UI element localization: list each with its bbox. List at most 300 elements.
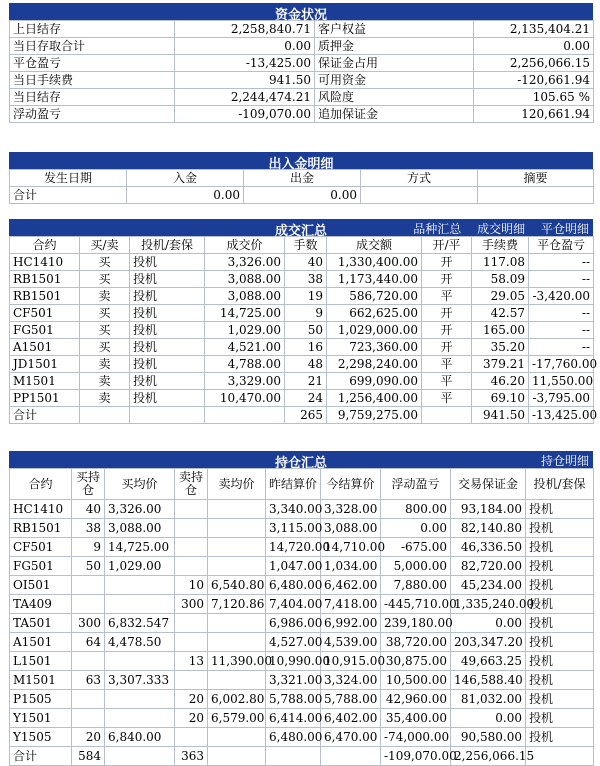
trade-cell: 投机 [130,254,205,271]
trade-cell: 卖 [80,390,130,407]
link-position-detail[interactable]: 持仓明细 [540,454,589,468]
trade-cell: 买 [80,339,130,356]
position-cell: HC1410 [10,500,72,519]
trades-total-row [10,407,594,424]
fund-label: 可用资金 [315,72,474,89]
position-cell: 投机 [526,728,594,747]
trade-cell: 投机 [130,356,205,373]
trades-header-cell: 投机/套保 [130,237,205,254]
positions-header-cell: 合约 [10,469,72,500]
table-row [10,373,594,390]
position-cell: 投机 [526,690,594,709]
position-cell: 203,347.20 [451,633,526,652]
position-cell [175,728,208,747]
position-cell: 20 [72,728,105,747]
table-row [10,288,594,305]
position-cell [175,633,208,652]
trade-cell: 379.21 [472,356,529,373]
positions-total-cell [526,747,594,766]
trade-cell: FG501 [10,322,80,339]
trade-cell: 699,090.00 [327,373,422,390]
position-cell: 50 [72,557,105,576]
funds-table [9,20,594,123]
trade-cell: 投机 [130,322,205,339]
funds-row [10,38,594,55]
fund-value: 0.00 [175,38,315,55]
io-total-cell [361,187,478,204]
funds-section [9,3,593,123]
trade-cell: 40 [285,254,327,271]
trade-cell: -- [529,305,594,322]
position-cell: 6,402.00 [321,709,381,728]
trade-cell: -3,795.00 [529,390,594,407]
fund-label: 上日结存 [10,21,175,38]
trades-header-cell: 合约 [10,237,80,254]
position-cell: 10,500.00 [381,671,451,690]
position-cell: 81,032.00 [451,690,526,709]
trade-cell: 46.20 [472,373,529,390]
trades-total-cell: 合计 [10,407,80,424]
position-cell [208,500,266,519]
position-cell: 14,720.00 [266,538,321,557]
position-cell: 6,462.00 [321,576,381,595]
trade-cell: 19 [285,288,327,305]
trade-cell: 买 [80,271,130,288]
trade-cell: 卖 [80,288,130,305]
position-cell: 146,588.40 [451,671,526,690]
position-cell: 45,234.00 [451,576,526,595]
position-cell: Y1505 [10,728,72,747]
trade-cell: 买 [80,322,130,339]
trade-cell: 586,720.00 [327,288,422,305]
fund-value: -109,070.00 [175,106,315,123]
trade-cell: 开 [422,305,472,322]
trades-header-cell: 手续费 [472,237,529,254]
table-row [10,339,594,356]
position-cell: 6,986.00 [266,614,321,633]
trade-cell: 16 [285,339,327,356]
position-cell [72,652,105,671]
fund-value: 2,244,474.21 [175,89,315,106]
position-cell: A1501 [10,633,72,652]
trade-cell: 58.09 [472,271,529,288]
position-cell [208,519,266,538]
trade-cell: 21 [285,373,327,390]
trades-header-cell: 手数 [285,237,327,254]
position-cell: 6,002.80 [208,690,266,709]
position-cell: OI501 [10,576,72,595]
position-cell [105,576,175,595]
io-title-bar [9,152,593,172]
fund-label: 当日手续费 [10,72,175,89]
position-cell [208,671,266,690]
trades-total-cell [422,407,472,424]
trade-cell: 48 [285,356,327,373]
funds-row [10,55,594,72]
trade-cell: 开 [422,271,472,288]
position-cell: 投机 [526,709,594,728]
positions-header-cell: 买持仓 [72,469,105,500]
position-cell: 投机 [526,614,594,633]
trade-cell: CF501 [10,305,80,322]
positions-header-cell: 买均价 [105,469,175,500]
io-header-cell: 入金 [127,170,244,187]
trade-cell: RB1501 [10,271,80,288]
position-cell: 82,720.00 [451,557,526,576]
position-cell [208,728,266,747]
positions-title-bar [9,451,593,471]
fund-label: 当日存取合计 [10,38,175,55]
trade-cell: 11,550.00 [529,373,594,390]
trade-cell: 投机 [130,288,205,305]
positions-section [9,451,593,766]
io-body [10,170,594,204]
io-header-cell: 出金 [244,170,361,187]
position-cell: 6,832.547 [105,614,175,633]
trade-cell: 买 [80,305,130,322]
trades-total-cell [205,407,285,424]
trade-cell: 平 [422,390,472,407]
io-total-cell [478,187,594,204]
positions-total-cell: 363 [175,747,208,766]
io-total-cell: 0.00 [127,187,244,204]
trades-links [401,220,589,237]
table-row [10,728,594,747]
trades-body [10,237,598,424]
trade-cell: 平 [422,356,472,373]
positions-total-cell: 584 [72,747,105,766]
position-cell: 46,336.50 [451,538,526,557]
position-cell: 20 [175,709,208,728]
position-cell [175,671,208,690]
trade-cell: -- [529,271,594,288]
fund-label: 质押金 [315,38,474,55]
position-cell: 4,539.00 [321,633,381,652]
trade-cell: 35.20 [472,339,529,356]
position-cell: 38,720.00 [381,633,451,652]
position-cell [175,500,208,519]
position-cell [208,557,266,576]
table-row [10,671,594,690]
trade-cell: 38 [285,271,327,288]
position-cell: 9 [72,538,105,557]
trade-cell: 4,521.00 [205,339,285,356]
fund-label: 客户权益 [315,21,474,38]
io-header-cell: 发生日期 [10,170,127,187]
trade-cell: 2,298,240.00 [327,356,422,373]
position-cell: 10,990.00 [266,652,321,671]
io-section [9,152,593,204]
trade-cell: HC1410 [10,254,80,271]
position-cell: 300 [175,595,208,614]
table-row [10,690,594,709]
table-row [10,254,594,271]
position-cell: 7,404.00 [266,595,321,614]
position-cell: 0.00 [451,614,526,633]
positions-header-cell: 交易保证金 [451,469,526,500]
trade-cell: -17,760.00 [529,356,594,373]
positions-table [9,468,594,766]
position-cell: 40 [72,500,105,519]
fund-label: 浮动盈亏 [10,106,175,123]
trade-cell: 3,329.00 [205,373,285,390]
fund-label: 保证金占用 [315,55,474,72]
positions-total-cell: -109,070.00 [381,747,451,766]
trade-cell: 投机 [130,339,205,356]
trade-cell: 开 [422,254,472,271]
position-cell: 7,418.00 [321,595,381,614]
trade-cell: 开 [422,339,472,356]
trade-cell: RB1501 [10,288,80,305]
trade-cell: 3,326.00 [205,254,285,271]
trade-cell: -- [529,339,594,356]
positions-header-cell: 今结算价 [321,469,381,500]
position-cell [72,709,105,728]
position-cell: 6,579.00 [208,709,266,728]
positions-header-cell: 浮动盈亏 [381,469,451,500]
funds-row [10,21,594,38]
trade-cell: 开 [422,322,472,339]
position-cell: P1505 [10,690,72,709]
trade-cell: 24 [285,390,327,407]
fund-value: 2,135,404.21 [474,21,594,38]
trades-header-cell: 平仓盈亏 [529,237,594,254]
position-cell: 5,788.00 [266,690,321,709]
position-cell [105,652,175,671]
trade-cell: 4,788.00 [205,356,285,373]
position-cell: 3,115.00 [266,519,321,538]
io-header-cell: 方式 [361,170,478,187]
funds-row [10,106,594,123]
position-cell: 800.00 [381,500,451,519]
io-total-cell: 合计 [10,187,127,204]
position-cell: 5,788.00 [321,690,381,709]
fund-label: 风险度 [315,89,474,106]
position-cell [105,595,175,614]
trade-cell: 662,625.00 [327,305,422,322]
position-cell: 投机 [526,671,594,690]
trades-header-cell: 成交价 [205,237,285,254]
position-cell: 13 [175,652,208,671]
position-cell: 3,340.00 [266,500,321,519]
position-cell: 6,480.00 [266,576,321,595]
position-cell: 10,915.00 [321,652,381,671]
position-cell: CF501 [10,538,72,557]
trade-cell: 10,470.00 [205,390,285,407]
table-row [10,652,594,671]
position-cell: 投机 [526,576,594,595]
link-close-detail[interactable]: 平仓明细 [540,222,589,236]
positions-header-cell: 昨结算价 [266,469,321,500]
trade-cell: 14,725.00 [205,305,285,322]
position-cell: 6,540.80 [208,576,266,595]
trade-cell: 1,330,400.00 [327,254,422,271]
table-row [10,614,594,633]
fund-value: 105.65 % [474,89,594,106]
trades-table [9,236,598,424]
positions-header-row [10,469,594,500]
trade-cell: 1,173,440.00 [327,271,422,288]
table-row [10,576,594,595]
position-cell: 6,992.00 [321,614,381,633]
trade-cell: 平 [422,288,472,305]
trade-cell: A1501 [10,339,80,356]
trade-cell: 1,256,400.00 [327,390,422,407]
trade-cell: 29.05 [472,288,529,305]
fund-value: 0.00 [474,38,594,55]
position-cell: 4,478.50 [105,633,175,652]
position-cell: L1501 [10,652,72,671]
trades-total-cell: 941.50 [472,407,529,424]
io-total-row [10,187,594,204]
position-cell: 7,120.86 [208,595,266,614]
trade-cell: 69.10 [472,390,529,407]
position-cell [175,538,208,557]
position-cell: 11,390.00 [208,652,266,671]
trade-cell: 投机 [130,271,205,288]
table-row [10,322,594,339]
trade-cell: 1,029.00 [205,322,285,339]
position-cell [208,614,266,633]
fund-value: 2,258,840.71 [175,21,315,38]
trades-title-bar [9,219,593,239]
position-cell: 20 [175,690,208,709]
positions-total-cell [208,747,266,766]
position-cell: 投机 [526,652,594,671]
position-cell: 5,000.00 [381,557,451,576]
position-cell: 投机 [526,557,594,576]
table-row [10,500,594,519]
position-cell: 35,400.00 [381,709,451,728]
position-cell: 6,480.00 [266,728,321,747]
fund-value: -13,425.00 [175,55,315,72]
position-cell: 239,180.00 [381,614,451,633]
trade-cell: 117.08 [472,254,529,271]
position-cell: M1501 [10,671,72,690]
position-cell: TA409 [10,595,72,614]
trades-total-cell [130,407,205,424]
trade-cell: JD1501 [10,356,80,373]
position-cell: 1,047.00 [266,557,321,576]
table-row [10,519,594,538]
positions-title: 持仓汇总 [274,456,327,471]
trades-total-cell [80,407,130,424]
position-cell: 49,663.25 [451,652,526,671]
trade-cell: -- [529,322,594,339]
funds-body [10,21,594,123]
trade-cell: 买 [80,254,130,271]
positions-total-cell [321,747,381,766]
trade-cell: -3,420.00 [529,288,594,305]
position-cell: 64 [72,633,105,652]
positions-total-cell [105,747,175,766]
position-cell: 投机 [526,500,594,519]
fund-label: 追加保证金 [315,106,474,123]
trades-total-cell: 265 [285,407,327,424]
position-cell: TA501 [10,614,72,633]
position-cell: -74,000.00 [381,728,451,747]
position-cell: 投机 [526,633,594,652]
table-row [10,633,594,652]
fund-label: 平仓盈亏 [10,55,175,72]
trades-total-cell: -13,425.00 [529,407,594,424]
table-row [10,356,594,373]
trade-cell: 3,088.00 [205,271,285,288]
position-cell [208,633,266,652]
position-cell: 7,880.00 [381,576,451,595]
funds-title: 资金状况 [274,8,327,23]
position-cell: 4,527.00 [266,633,321,652]
table-row [10,305,594,322]
position-cell: Y1501 [10,709,72,728]
trades-header-row [10,237,594,254]
position-cell: 93,184.00 [451,500,526,519]
trade-cell: PP1501 [10,390,80,407]
position-cell: 3,326.00 [105,500,175,519]
position-cell [208,538,266,557]
position-cell: 30,875.00 [381,652,451,671]
table-row [10,595,594,614]
link-variety-summary[interactable]: 品种汇总 [413,222,462,236]
funds-row [10,72,594,89]
position-cell: RB1501 [10,519,72,538]
position-cell [175,557,208,576]
position-cell: 1,335,240.00 [451,595,526,614]
position-cell: -675.00 [381,538,451,557]
trade-cell: 3,088.00 [205,288,285,305]
position-cell: 82,140.80 [451,519,526,538]
table-row [10,709,594,728]
position-cell: 投机 [526,538,594,557]
position-cell: FG501 [10,557,72,576]
table-row [10,390,594,407]
position-cell: 投机 [526,519,594,538]
fund-value: 941.50 [175,72,315,89]
position-cell: 90,580.00 [451,728,526,747]
trade-cell: 平 [422,373,472,390]
position-cell [105,709,175,728]
position-cell: 3,328.00 [321,500,381,519]
position-cell: 42,960.00 [381,690,451,709]
io-header-row [10,170,594,187]
link-trade-detail[interactable]: 成交明细 [477,222,526,236]
position-cell: 300 [72,614,105,633]
position-cell [175,614,208,633]
position-cell: 3,088.00 [105,519,175,538]
trade-cell: 投机 [130,373,205,390]
io-title: 出入金明细 [268,157,334,172]
position-cell: 6,414.00 [266,709,321,728]
position-cell [105,690,175,709]
trade-cell: 9 [285,305,327,322]
trades-header-cell: 买/卖 [80,237,130,254]
position-cell [72,576,105,595]
position-cell [72,690,105,709]
position-cell: 投机 [526,595,594,614]
position-cell: 6,470.00 [321,728,381,747]
trades-total-cell: 9,759,275.00 [327,407,422,424]
position-cell [175,519,208,538]
trade-cell: -- [529,254,594,271]
positions-header-cell: 投机/套保 [526,469,594,500]
position-cell: 1,029.00 [105,557,175,576]
trades-header-cell: 开/平 [422,237,472,254]
fund-value: 120,661.94 [474,106,594,123]
trade-cell: 投机 [130,390,205,407]
table-row [10,538,594,557]
fund-value: 2,256,066.15 [474,55,594,72]
position-cell: 3,088.00 [321,519,381,538]
